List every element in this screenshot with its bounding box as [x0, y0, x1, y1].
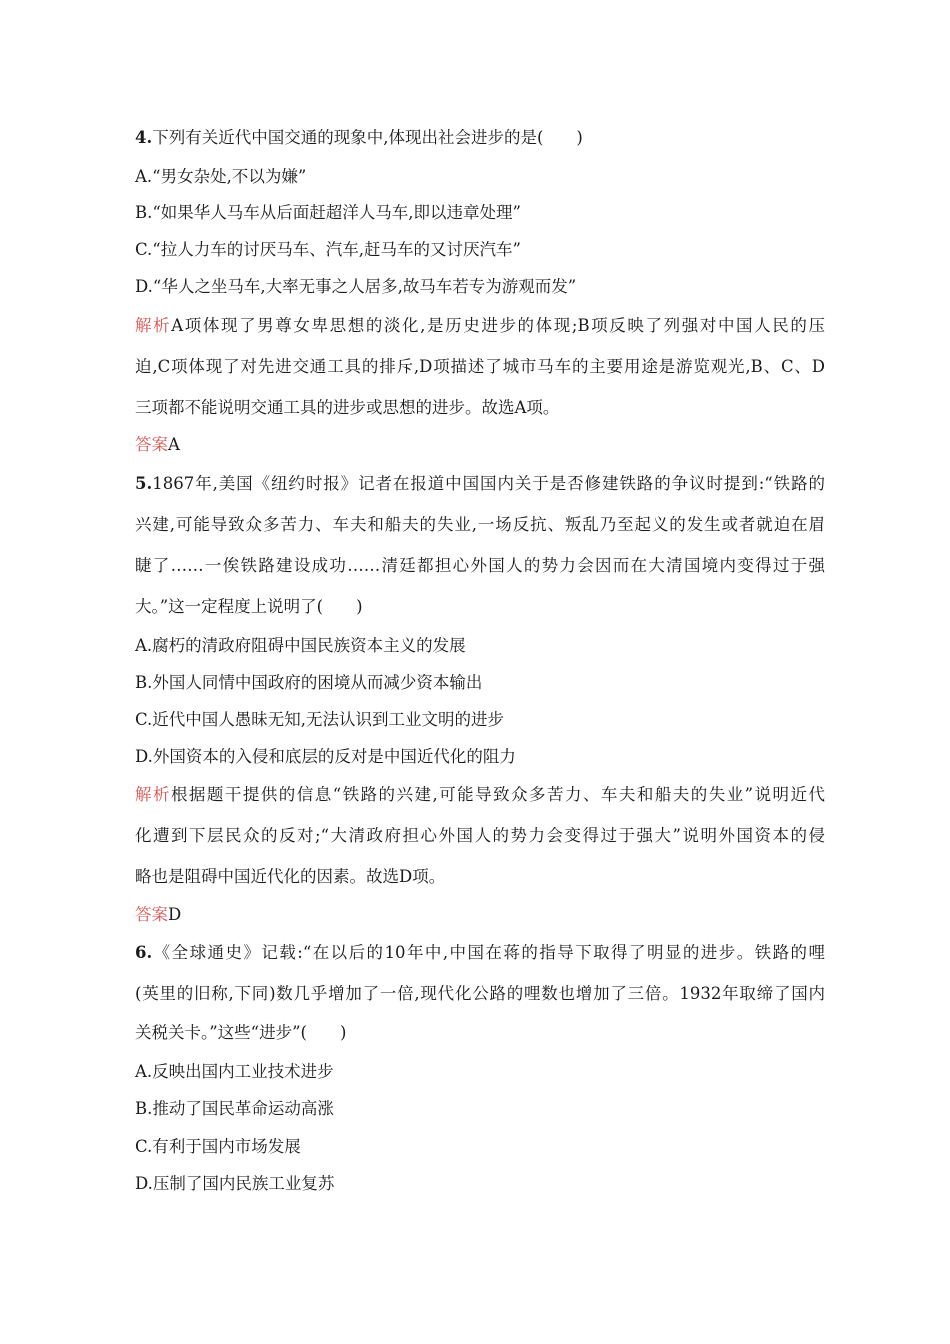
question-number: 6.: [135, 943, 153, 962]
analysis-line: 解析根据题干提供的信息“铁路的兴建,可能导致众多苦力、车夫和船夫的失业”说明近代: [135, 785, 826, 804]
analysis-line: 三项都不能说明交通工具的进步或思想的进步。故选A项。: [135, 398, 560, 417]
answer-line: [135, 905, 825, 925]
question-stem-line: 5.1867年,美国《纽约时报》记者在报道中国国内关于是否修建铁路的争议时提到:“铁路的: [135, 474, 825, 493]
answer-label: 答案: [135, 435, 168, 454]
option-a: A.反映出国内工业技术进步: [135, 1062, 334, 1081]
question-stem-line: 睫了……一俟铁路建设成功……清廷都担心外国人的势力会因而在大清国境内变得过于强: [135, 556, 825, 575]
option-c: C.“拉人力车的讨厌马车、汽车,赶马车的又讨厌汽车”: [135, 240, 521, 259]
option-d: D.压制了国内民族工业复苏: [135, 1174, 335, 1193]
question-stem-line: 大。”这一定程度上说明了( ): [135, 597, 363, 616]
analysis-label: 解析: [135, 785, 171, 804]
option-b: B.“如果华人马车从后面赶超洋人马车,即以违章处理”: [135, 203, 521, 222]
option-a: A.腐朽的清政府阻碍中国民族资本主义的发展: [135, 636, 466, 655]
option-a: A.“男女杂处,不以为嫌”: [135, 167, 307, 186]
analysis-line: 化遭到下层民众的反对;“大清政府担心外国人的势力会变得过于强大”说明外国资本的侵: [135, 826, 825, 845]
answer-value: D: [168, 905, 182, 924]
question-number: 4.: [135, 128, 153, 147]
analysis-line: 迫,C项体现了对先进交通工具的排斥,D项描述了城市马车的主要用途是游览观光,B、C、D: [135, 357, 825, 376]
option-c: C.有利于国内市场发展: [135, 1137, 301, 1156]
question-number: 5.: [135, 474, 153, 493]
answer-line: [135, 435, 825, 455]
option-c: C.近代中国人愚昧无知,无法认识到工业文明的进步: [135, 710, 505, 729]
analysis-line: 略也是阻碍中国近代化的因素。故选D项。: [135, 867, 446, 886]
answer-label: 答案: [135, 905, 168, 924]
option-b: B.推动了国民革命运动高涨: [135, 1099, 334, 1118]
question-stem-line: 兴建,可能导致众多苦力、车夫和船夫的失业,一场反抗、叛乱乃至起义的发生或者就迫在眉: [135, 515, 825, 534]
analysis-label: 解析: [135, 316, 172, 335]
option-d: D.“华人之坐马车,大率无事之人居多,故马车若专为游观而发”: [135, 277, 577, 296]
question-stem-line: 关税关卡。”这些“进步”( ): [135, 1023, 347, 1042]
analysis-line: 解析A项体现了男尊女卑思想的淡化,是历史进步的体现;B项反映了列强对中国人民的压: [135, 316, 825, 335]
question-stem-line: 4.下列有关近代中国交通的现象中,体现出社会进步的是( ): [135, 128, 583, 147]
option-d: D.外国资本的入侵和底层的反对是中国近代化的阻力: [135, 747, 516, 766]
answer-value: A: [168, 435, 180, 454]
question-stem-line: (英里的旧称,下同)数几乎增加了一倍,现代化公路的哩数也增加了三倍。1932年取缔了国内: [135, 984, 825, 1003]
option-b: B.外国人同情中国政府的困境从而减少资本输出: [135, 673, 483, 692]
question-stem-line: 6.《全球通史》记载:“在以后的10年中,中国在蒋的指导下取得了明显的进步。铁路的哩: [135, 943, 825, 962]
